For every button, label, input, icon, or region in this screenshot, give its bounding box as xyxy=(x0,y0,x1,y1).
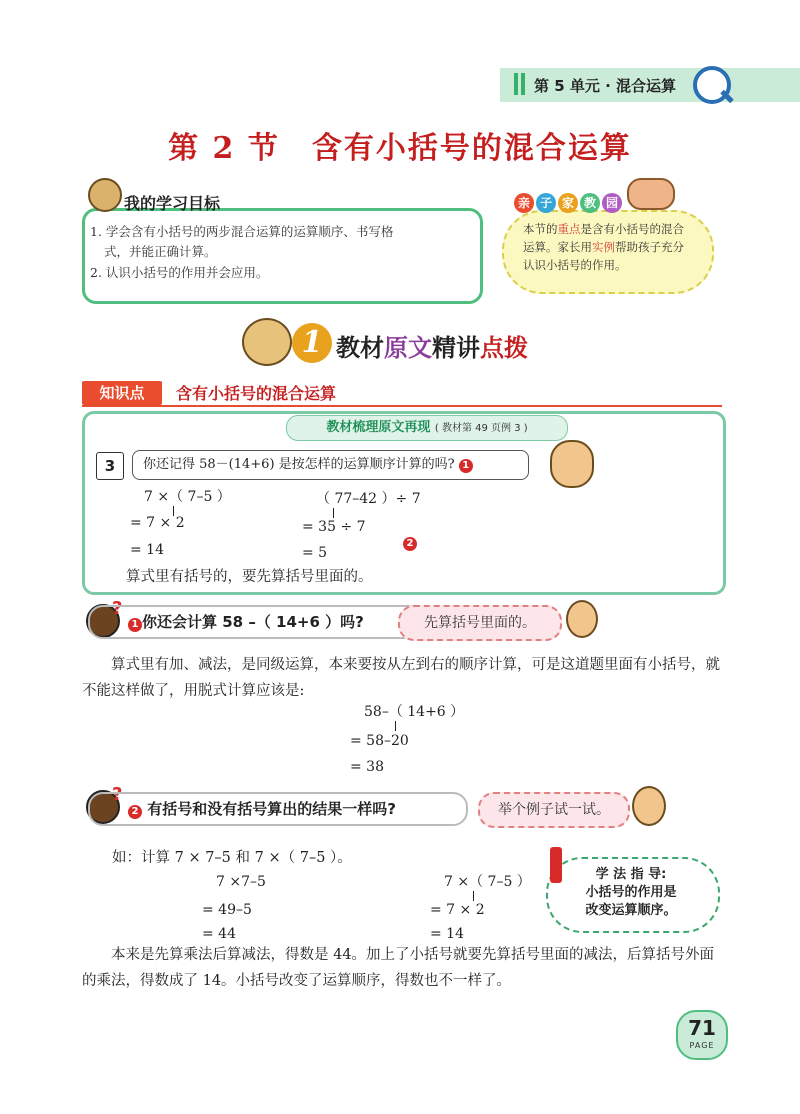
tag-char: 教 xyxy=(580,193,600,213)
q1-calc-3: = 38 xyxy=(350,759,384,775)
goal-line-1: 1. 学会含有小括号的两步混合运算的运算顺序、书写格 xyxy=(90,224,394,239)
calc-right-3: = 5 xyxy=(302,545,328,561)
student-avatar-icon xyxy=(88,178,122,212)
divider xyxy=(82,405,722,407)
q2-calc-left-3: = 44 xyxy=(202,926,236,942)
knowledge-tag: 知识点 xyxy=(82,381,162,405)
tag-char: 子 xyxy=(536,193,556,213)
question-mark-icon: ? xyxy=(112,784,123,805)
q1-calc-1: 58–（ 14+6 ） xyxy=(364,704,465,720)
q1-calc-2: = 58–20 xyxy=(350,733,409,749)
page-badge xyxy=(676,1010,728,1060)
kid-answer-icon xyxy=(632,786,666,826)
section-title: 第 2 节 含有小括号的混合运算 xyxy=(168,131,632,166)
q1-paragraph: 算式里有加、减法，是同级运算，本来要按从左到右的顺序计算，可是这道题里面有小括号，就不能这样做了，用脱式计算应该是: xyxy=(82,657,720,699)
q2-calc-left-2: = 49–5 xyxy=(202,902,252,918)
q2-bubble: 2 有括号和没有括号算出的结果一样吗? xyxy=(88,792,468,826)
example-question: 你还记得 58－(14+6) 是按怎样的运算顺序计算的吗? 1 xyxy=(132,450,529,480)
q2-calc-left-1: 7 ×7–5 xyxy=(216,874,266,890)
q1-answer: 先算括号里面的。 xyxy=(398,605,562,641)
q1-bubble: 1 你还会计算 58 –（ 14+6 ）吗? xyxy=(88,605,430,639)
q2-calc-right-3: = 14 xyxy=(430,926,464,942)
pencil-icon xyxy=(550,847,562,883)
parent-tags xyxy=(514,192,624,213)
kid-answer-icon xyxy=(566,600,598,638)
q2-calc-right-2: = 7 × 2 xyxy=(430,902,485,918)
parent-tip-text: 本节的重点是含有小括号的混合运算。家长用实例帮助孩子充分认识小括号的作用。 xyxy=(523,222,684,272)
chapter-title: 教材原文精讲点拨 xyxy=(336,334,528,362)
page-label: PAGE xyxy=(689,1041,715,1050)
thinking-kid-icon xyxy=(550,440,594,488)
q2-intro: 如：计算 7 × 7–5 和 7 ×（ 7–5 ）。 xyxy=(112,850,352,866)
header-bars xyxy=(514,73,528,99)
calc-left-2: = 7 × 2 xyxy=(130,515,185,531)
calc-right-2: = 35 ÷ 7 xyxy=(302,519,366,535)
calc-right-1: （ 77–42 ）÷ 7 xyxy=(316,491,421,507)
goal-line-2: 式，并能正确计算。 xyxy=(104,244,217,259)
tag-char: 园 xyxy=(602,193,622,213)
question-mark-icon: ? xyxy=(112,598,123,619)
goals-title: 我的学习目标 xyxy=(124,194,221,213)
q2-paragraph: 本来是先算乘法后算减法，得数是 44。加上了小括号就要先算括号里面的减法，后算括号外面的乘法，得数成了 14。小括号改变了运算顺序，得数也不一样了。 xyxy=(82,947,715,989)
marker-1: 1 xyxy=(459,459,473,473)
q2-calc-right-1: 7 ×（ 7–5 ） xyxy=(444,874,531,890)
knowledge-title: 含有小括号的混合运算 xyxy=(176,384,337,403)
q2-answer: 举个例子试一试。 xyxy=(478,792,630,828)
unit-label: 第 5 单元 · 混合运算 xyxy=(534,77,677,95)
goal-line-3: 2. 认识小括号的作用并会应用。 xyxy=(90,265,269,280)
example-number: 3 xyxy=(96,452,124,480)
chapter-number: 1 xyxy=(292,323,332,363)
tag-char: 家 xyxy=(558,193,578,213)
reading-kid-icon xyxy=(242,318,292,366)
textbook-header: 教材梳理原文再现 ( 教材第 49 页例 3 ) xyxy=(286,415,568,441)
tag-char: 亲 xyxy=(514,193,534,213)
calc-left-1: 7 ×（ 7–5 ） xyxy=(144,489,231,505)
page-number: 71 xyxy=(688,1016,716,1040)
marker-2: 2 xyxy=(403,537,417,551)
textbook-note: 算式里有括号的，要先算括号里面的。 xyxy=(126,569,373,585)
parent-child-icon xyxy=(627,178,675,210)
method-tip: 学 法 指 导: 小括号的作用是 改变运算顺序。 xyxy=(585,867,677,918)
calc-left-3: = 14 xyxy=(130,542,164,558)
